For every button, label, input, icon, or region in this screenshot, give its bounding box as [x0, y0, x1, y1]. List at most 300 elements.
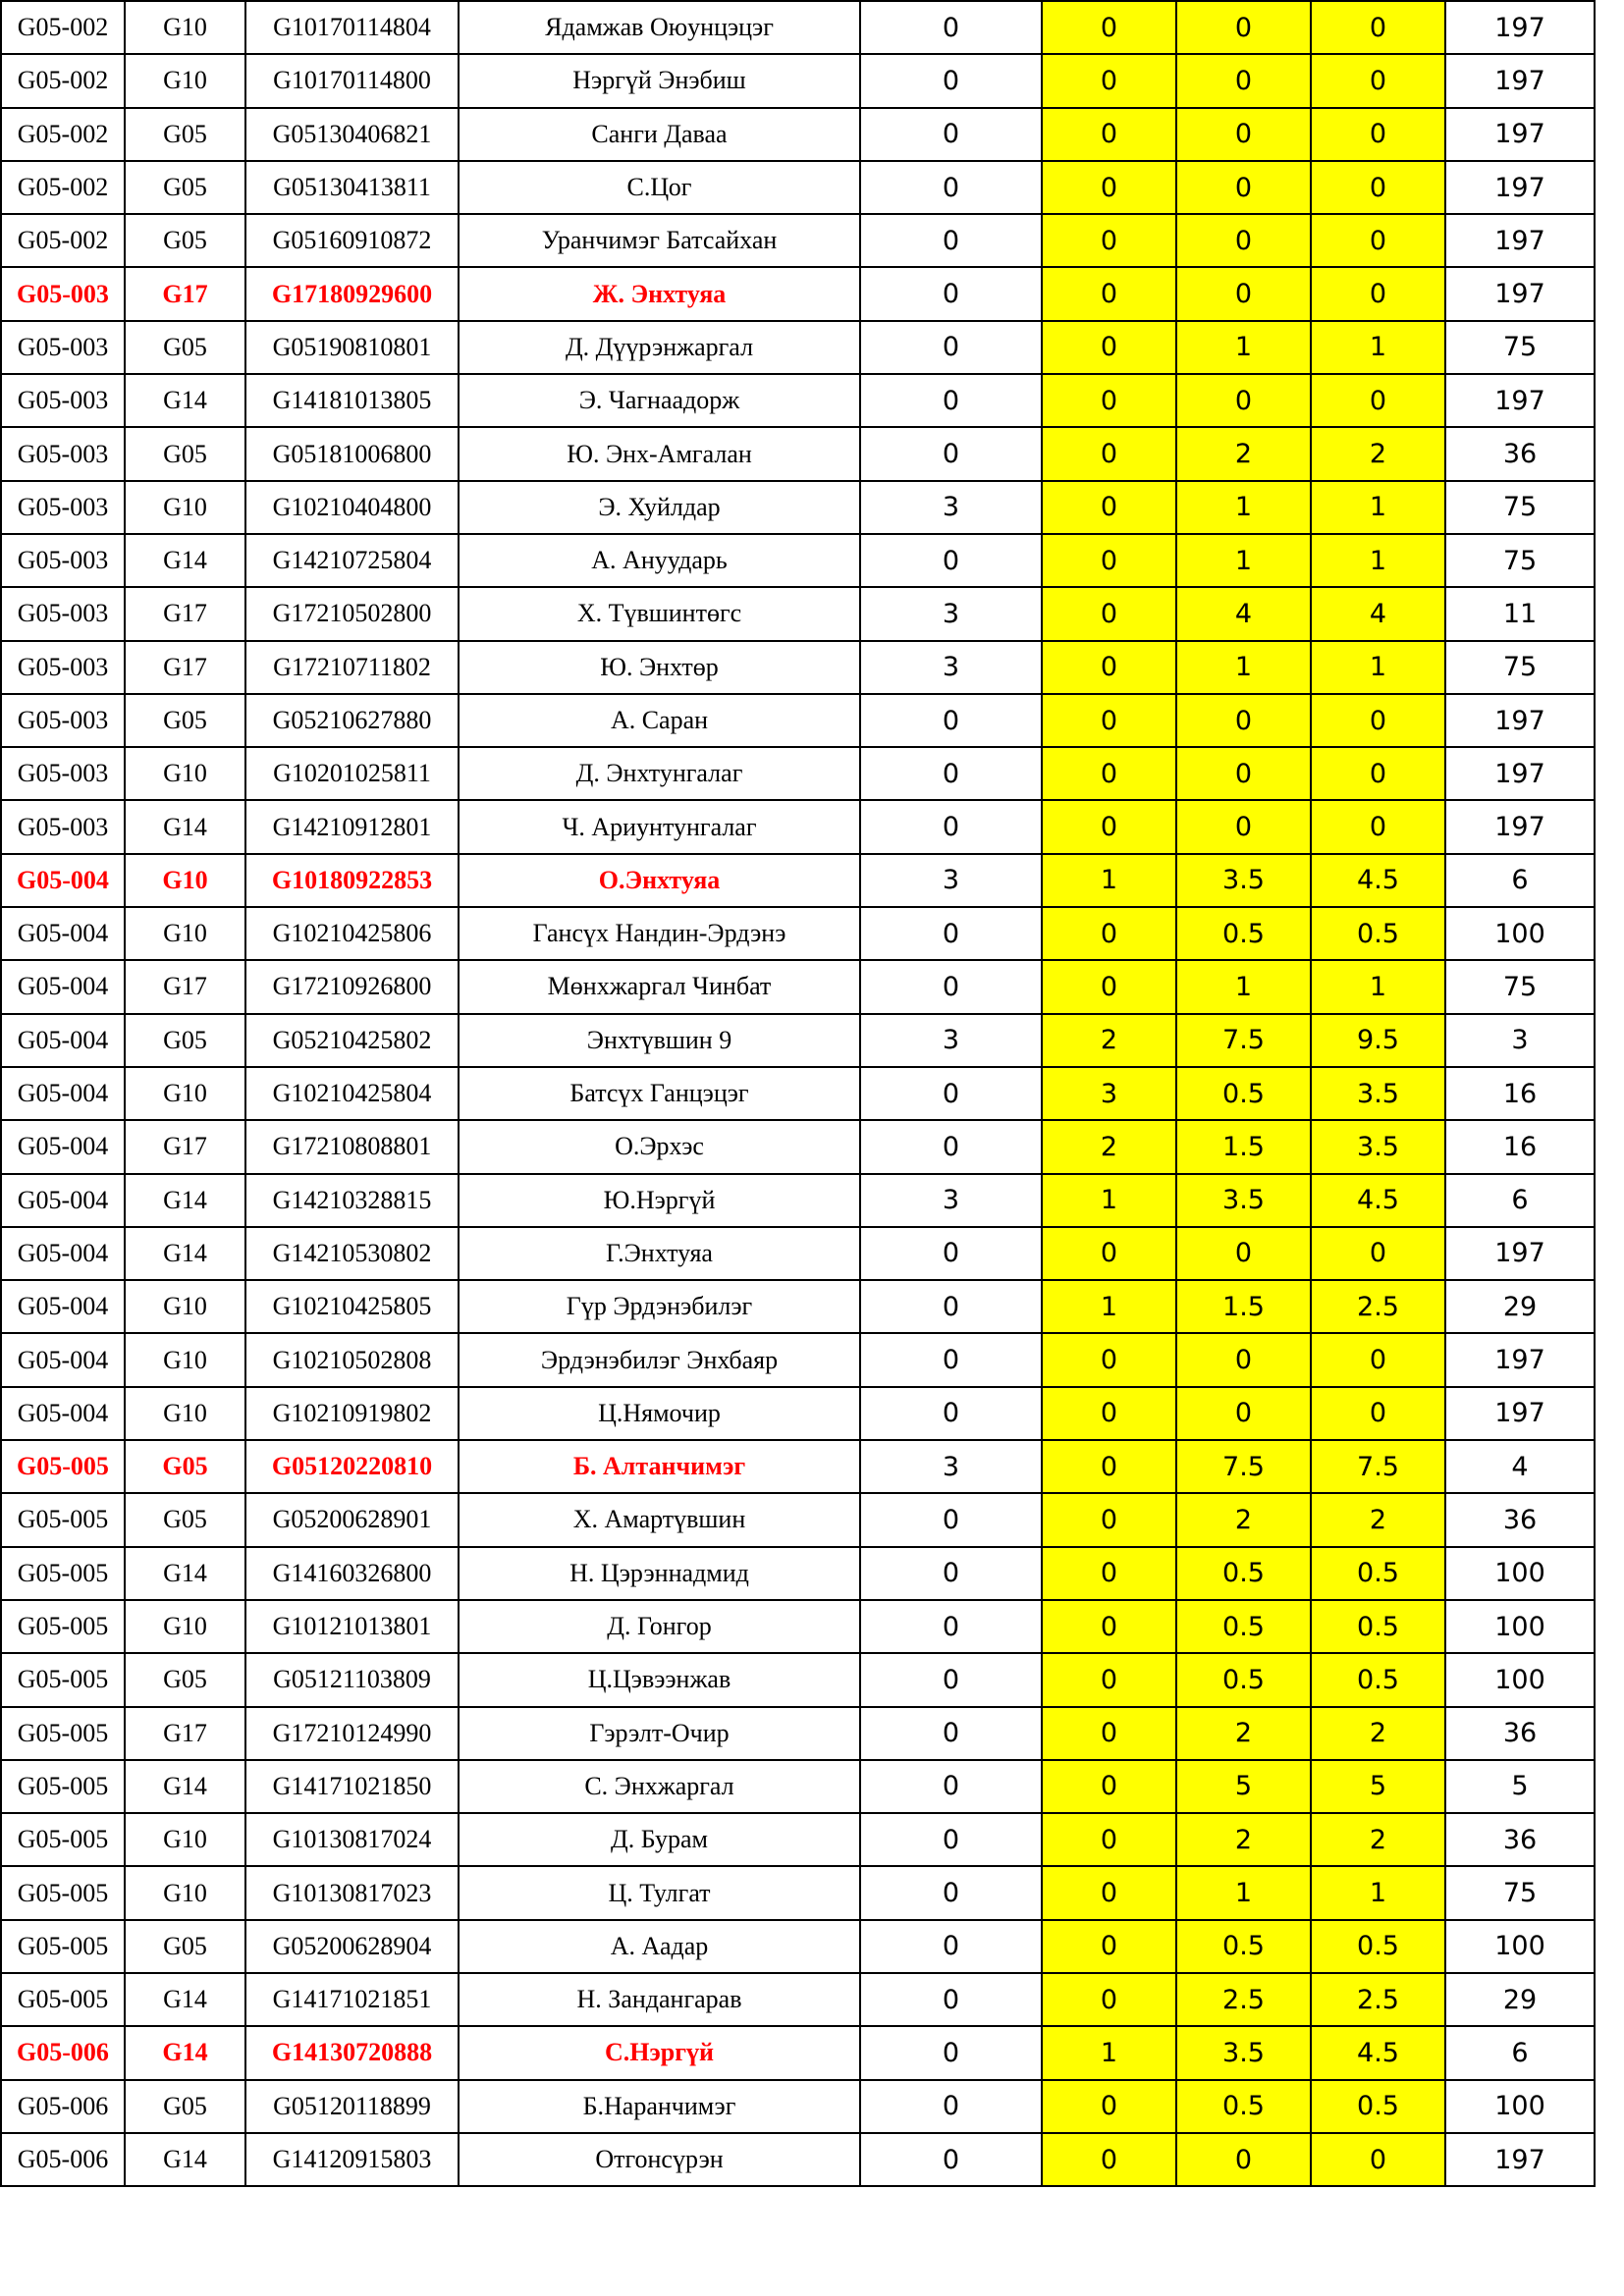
value-3-cell: 0: [1176, 694, 1311, 747]
code-cell: G05-003: [1, 374, 125, 427]
group-cell: G05: [125, 1440, 245, 1493]
total-cell: 0: [1311, 161, 1445, 214]
value-3-cell: 0.5: [1176, 2080, 1311, 2133]
rank-cell: 197: [1445, 1387, 1595, 1440]
rank-cell: 75: [1445, 321, 1595, 374]
table-row: [1, 108, 1595, 161]
value-2-cell: 0: [1042, 534, 1176, 587]
value-1-cell: 3: [860, 1174, 1042, 1227]
group-cell: G05: [125, 2080, 245, 2133]
value-3-cell: 0.5: [1176, 1547, 1311, 1600]
name-cell: Ц. Тулгат: [459, 1866, 860, 1919]
name-cell: Г.Энхтуяа: [459, 1227, 860, 1280]
code-cell: G05-005: [1, 1920, 125, 1973]
code-cell: G05-002: [1, 214, 125, 267]
value-2-cell: 0: [1042, 481, 1176, 534]
total-cell: 0: [1311, 54, 1445, 107]
id-cell: G05160910872: [245, 214, 459, 267]
code-cell: G05-005: [1, 1547, 125, 1600]
table-row: [1, 960, 1595, 1013]
group-cell: G10: [125, 747, 245, 800]
total-cell: 4: [1311, 587, 1445, 640]
rank-cell: 75: [1445, 534, 1595, 587]
value-2-cell: 0: [1042, 1866, 1176, 1919]
name-cell: Н. Зандангарав: [459, 1973, 860, 2026]
value-1-cell: 0: [860, 108, 1042, 161]
name-cell: С.Цог: [459, 161, 860, 214]
total-cell: 1: [1311, 960, 1445, 1013]
value-3-cell: 2: [1176, 1707, 1311, 1760]
total-cell: 0: [1311, 1387, 1445, 1440]
code-cell: G05-005: [1, 1653, 125, 1706]
group-cell: G05: [125, 1920, 245, 1973]
value-2-cell: 0: [1042, 214, 1176, 267]
id-cell: G05120118899: [245, 2080, 459, 2133]
value-2-cell: 0: [1042, 1600, 1176, 1653]
id-cell: G05121103809: [245, 1653, 459, 1706]
code-cell: G05-003: [1, 694, 125, 747]
value-3-cell: 2: [1176, 1813, 1311, 1866]
code-cell: G05-002: [1, 161, 125, 214]
total-cell: 2: [1311, 1493, 1445, 1546]
value-3-cell: 2: [1176, 1493, 1311, 1546]
value-3-cell: 2: [1176, 427, 1311, 480]
name-cell: Санги Даваа: [459, 108, 860, 161]
code-cell: G05-005: [1, 1600, 125, 1653]
value-2-cell: 0: [1042, 1707, 1176, 1760]
value-1-cell: 0: [860, 1866, 1042, 1919]
rank-cell: 197: [1445, 267, 1595, 320]
total-cell: 7.5: [1311, 1440, 1445, 1493]
total-cell: 0: [1311, 108, 1445, 161]
value-3-cell: 7.5: [1176, 1440, 1311, 1493]
code-cell: G05-004: [1, 1174, 125, 1227]
code-cell: G05-006: [1, 2080, 125, 2133]
total-cell: 4.5: [1311, 2026, 1445, 2079]
group-cell: G05: [125, 694, 245, 747]
value-3-cell: 7.5: [1176, 1014, 1311, 1067]
table-row: [1, 747, 1595, 800]
id-cell: G10130817023: [245, 1866, 459, 1919]
id-cell: G14210530802: [245, 1227, 459, 1280]
value-1-cell: 3: [860, 587, 1042, 640]
group-cell: G14: [125, 1760, 245, 1813]
value-3-cell: 1: [1176, 481, 1311, 534]
rank-cell: 75: [1445, 641, 1595, 694]
value-3-cell: 0: [1176, 108, 1311, 161]
id-cell: G05130406821: [245, 108, 459, 161]
group-cell: G14: [125, 1174, 245, 1227]
name-cell: Батсүх Ганцэцэг: [459, 1067, 860, 1120]
name-cell: С.Нэргүй: [459, 2026, 860, 2079]
value-3-cell: 0: [1176, 161, 1311, 214]
total-cell: 0.5: [1311, 2080, 1445, 2133]
value-1-cell: 0: [860, 1600, 1042, 1653]
code-cell: G05-003: [1, 587, 125, 640]
rank-cell: 29: [1445, 1280, 1595, 1333]
code-cell: G05-004: [1, 1227, 125, 1280]
table-row: [1, 1174, 1595, 1227]
id-cell: G10130817024: [245, 1813, 459, 1866]
value-1-cell: 0: [860, 1227, 1042, 1280]
id-cell: G17210808801: [245, 1120, 459, 1173]
value-3-cell: 0: [1176, 1227, 1311, 1280]
value-2-cell: 2: [1042, 1120, 1176, 1173]
value-2-cell: 0: [1042, 267, 1176, 320]
table-row: [1, 1707, 1595, 1760]
name-cell: Э. Чагнаадорж: [459, 374, 860, 427]
group-cell: G10: [125, 1813, 245, 1866]
id-cell: G10170114800: [245, 54, 459, 107]
name-cell: Уранчимэг Батсайхан: [459, 214, 860, 267]
rank-cell: 3: [1445, 1014, 1595, 1067]
value-2-cell: 0: [1042, 1440, 1176, 1493]
total-cell: 2.5: [1311, 1280, 1445, 1333]
name-cell: Д. Гонгор: [459, 1600, 860, 1653]
name-cell: Энхтүвшин 9: [459, 1014, 860, 1067]
code-cell: G05-004: [1, 854, 125, 907]
table-row: [1, 214, 1595, 267]
value-3-cell: 3.5: [1176, 854, 1311, 907]
rank-cell: 16: [1445, 1120, 1595, 1173]
value-1-cell: 0: [860, 1120, 1042, 1173]
rank-cell: 100: [1445, 1653, 1595, 1706]
value-1-cell: 0: [860, 2133, 1042, 2186]
name-cell: Б.Наранчимэг: [459, 2080, 860, 2133]
value-2-cell: 0: [1042, 587, 1176, 640]
value-2-cell: 0: [1042, 321, 1176, 374]
total-cell: 2.5: [1311, 1973, 1445, 2026]
value-2-cell: 0: [1042, 1, 1176, 54]
table-row: [1, 1920, 1595, 1973]
group-cell: G14: [125, 800, 245, 853]
rank-cell: 75: [1445, 481, 1595, 534]
name-cell: Ч. Ариунтунгалаг: [459, 800, 860, 853]
value-2-cell: 0: [1042, 54, 1176, 107]
name-cell: Ж. Энхтуяа: [459, 267, 860, 320]
group-cell: G14: [125, 2133, 245, 2186]
name-cell: Ц.Нямочир: [459, 1387, 860, 1440]
group-cell: G14: [125, 2026, 245, 2079]
name-cell: Ю.Нэргүй: [459, 1174, 860, 1227]
total-cell: 1: [1311, 1866, 1445, 1919]
value-2-cell: 1: [1042, 1174, 1176, 1227]
value-1-cell: 3: [860, 641, 1042, 694]
value-3-cell: 2.5: [1176, 1973, 1311, 2026]
name-cell: Мөнхжаргал Чинбат: [459, 960, 860, 1013]
value-3-cell: 0.5: [1176, 1653, 1311, 1706]
code-cell: G05-006: [1, 2026, 125, 2079]
value-3-cell: 1: [1176, 960, 1311, 1013]
value-1-cell: 0: [860, 321, 1042, 374]
rank-cell: 100: [1445, 907, 1595, 960]
rank-cell: 36: [1445, 427, 1595, 480]
value-1-cell: 0: [860, 267, 1042, 320]
id-cell: G10210502808: [245, 1333, 459, 1386]
value-2-cell: 0: [1042, 374, 1176, 427]
total-cell: 0: [1311, 267, 1445, 320]
value-2-cell: 0: [1042, 1973, 1176, 2026]
id-cell: G10201025811: [245, 747, 459, 800]
name-cell: Отгонсүрэн: [459, 2133, 860, 2186]
value-2-cell: 0: [1042, 1547, 1176, 1600]
value-3-cell: 3.5: [1176, 2026, 1311, 2079]
id-cell: G14171021850: [245, 1760, 459, 1813]
table-row: [1, 2026, 1595, 2079]
value-1-cell: 0: [860, 1653, 1042, 1706]
code-cell: G05-002: [1, 54, 125, 107]
total-cell: 2: [1311, 427, 1445, 480]
value-2-cell: 0: [1042, 1653, 1176, 1706]
table-row: [1, 1760, 1595, 1813]
rank-cell: 6: [1445, 1174, 1595, 1227]
code-cell: G05-006: [1, 2133, 125, 2186]
value-2-cell: 0: [1042, 1813, 1176, 1866]
code-cell: G05-003: [1, 747, 125, 800]
id-cell: G14120915803: [245, 2133, 459, 2186]
group-cell: G10: [125, 1387, 245, 1440]
value-1-cell: 3: [860, 1440, 1042, 1493]
group-cell: G05: [125, 108, 245, 161]
value-1-cell: 0: [860, 1067, 1042, 1120]
name-cell: Эрдэнэбилэг Энхбаяр: [459, 1333, 860, 1386]
code-cell: G05-005: [1, 1707, 125, 1760]
rank-cell: 6: [1445, 2026, 1595, 2079]
code-cell: G05-004: [1, 1014, 125, 1067]
id-cell: G10180922853: [245, 854, 459, 907]
value-1-cell: 0: [860, 1760, 1042, 1813]
id-cell: G05200628904: [245, 1920, 459, 1973]
value-2-cell: 0: [1042, 1227, 1176, 1280]
value-1-cell: 0: [860, 1813, 1042, 1866]
total-cell: 0: [1311, 800, 1445, 853]
name-cell: Гүр Эрдэнэбилэг: [459, 1280, 860, 1333]
code-cell: G05-004: [1, 1387, 125, 1440]
total-cell: 0.5: [1311, 1653, 1445, 1706]
total-cell: 1: [1311, 321, 1445, 374]
value-2-cell: 0: [1042, 694, 1176, 747]
value-3-cell: 1.5: [1176, 1120, 1311, 1173]
rank-cell: 197: [1445, 108, 1595, 161]
name-cell: О.Эрхэс: [459, 1120, 860, 1173]
value-3-cell: 0: [1176, 1387, 1311, 1440]
group-cell: G10: [125, 481, 245, 534]
code-cell: G05-005: [1, 1493, 125, 1546]
total-cell: 0.5: [1311, 1600, 1445, 1653]
table-row: [1, 1547, 1595, 1600]
group-cell: G10: [125, 1600, 245, 1653]
code-cell: G05-002: [1, 108, 125, 161]
value-1-cell: 0: [860, 1920, 1042, 1973]
table-row: [1, 1280, 1595, 1333]
code-cell: G05-003: [1, 427, 125, 480]
group-cell: G05: [125, 1014, 245, 1067]
id-cell: G17210926800: [245, 960, 459, 1013]
value-2-cell: 0: [1042, 2080, 1176, 2133]
rank-cell: 29: [1445, 1973, 1595, 2026]
total-cell: 0.5: [1311, 1920, 1445, 1973]
value-3-cell: 0.5: [1176, 907, 1311, 960]
total-cell: 9.5: [1311, 1014, 1445, 1067]
rank-cell: 100: [1445, 1920, 1595, 1973]
group-cell: G14: [125, 1973, 245, 2026]
group-cell: G17: [125, 1120, 245, 1173]
group-cell: G10: [125, 854, 245, 907]
id-cell: G10210425805: [245, 1280, 459, 1333]
value-1-cell: 0: [860, 1, 1042, 54]
id-cell: G10210919802: [245, 1387, 459, 1440]
table-row: [1, 1493, 1595, 1546]
value-3-cell: 0: [1176, 747, 1311, 800]
group-cell: G05: [125, 427, 245, 480]
value-1-cell: 0: [860, 1387, 1042, 1440]
value-3-cell: 0: [1176, 1, 1311, 54]
code-cell: G05-005: [1, 1440, 125, 1493]
results-table-body: [1, 1, 1595, 2186]
value-1-cell: 0: [860, 960, 1042, 1013]
value-1-cell: 0: [860, 1280, 1042, 1333]
id-cell: G14130720888: [245, 2026, 459, 2079]
total-cell: 4.5: [1311, 1174, 1445, 1227]
rank-cell: 16: [1445, 1067, 1595, 1120]
code-cell: G05-003: [1, 481, 125, 534]
code-cell: G05-005: [1, 1866, 125, 1919]
rank-cell: 36: [1445, 1493, 1595, 1546]
group-cell: G05: [125, 214, 245, 267]
name-cell: О.Энхтуяа: [459, 854, 860, 907]
value-3-cell: 0.5: [1176, 1920, 1311, 1973]
value-3-cell: 0: [1176, 214, 1311, 267]
table-row: [1, 1440, 1595, 1493]
value-1-cell: 0: [860, 214, 1042, 267]
table-row: [1, 1227, 1595, 1280]
group-cell: G10: [125, 1333, 245, 1386]
value-1-cell: 0: [860, 1547, 1042, 1600]
value-2-cell: 1: [1042, 2026, 1176, 2079]
name-cell: Б. Алтанчимэг: [459, 1440, 860, 1493]
value-3-cell: 0: [1176, 800, 1311, 853]
total-cell: 0.5: [1311, 907, 1445, 960]
value-1-cell: 0: [860, 427, 1042, 480]
id-cell: G10210404800: [245, 481, 459, 534]
value-1-cell: 3: [860, 481, 1042, 534]
value-2-cell: 0: [1042, 960, 1176, 1013]
group-cell: G10: [125, 907, 245, 960]
code-cell: G05-003: [1, 534, 125, 587]
table-row: [1, 1653, 1595, 1706]
code-cell: G05-004: [1, 1067, 125, 1120]
rank-cell: 197: [1445, 1333, 1595, 1386]
id-cell: G05130413811: [245, 161, 459, 214]
name-cell: Ю. Энх-Амгалан: [459, 427, 860, 480]
value-1-cell: 0: [860, 747, 1042, 800]
id-cell: G10210425804: [245, 1067, 459, 1120]
table-row: [1, 1120, 1595, 1173]
group-cell: G17: [125, 587, 245, 640]
total-cell: 0: [1311, 214, 1445, 267]
name-cell: Д. Бурам: [459, 1813, 860, 1866]
value-2-cell: 0: [1042, 1760, 1176, 1813]
table-row: [1, 694, 1595, 747]
total-cell: 0.5: [1311, 1547, 1445, 1600]
value-2-cell: 0: [1042, 2133, 1176, 2186]
value-1-cell: 0: [860, 800, 1042, 853]
table-row: [1, 1866, 1595, 1919]
value-2-cell: 0: [1042, 907, 1176, 960]
id-cell: G05210425802: [245, 1014, 459, 1067]
total-cell: 5: [1311, 1760, 1445, 1813]
name-cell: Х. Амартүвшин: [459, 1493, 860, 1546]
group-cell: G05: [125, 1493, 245, 1546]
code-cell: G05-004: [1, 1280, 125, 1333]
group-cell: G14: [125, 534, 245, 587]
value-1-cell: 0: [860, 2080, 1042, 2133]
rank-cell: 197: [1445, 747, 1595, 800]
rank-cell: 197: [1445, 1227, 1595, 1280]
value-2-cell: 0: [1042, 1333, 1176, 1386]
group-cell: G05: [125, 321, 245, 374]
id-cell: G14210912801: [245, 800, 459, 853]
value-2-cell: 1: [1042, 1280, 1176, 1333]
name-cell: Э. Хуйлдар: [459, 481, 860, 534]
name-cell: Ядамжав Оюунцэцэг: [459, 1, 860, 54]
value-2-cell: 3: [1042, 1067, 1176, 1120]
total-cell: 0: [1311, 1333, 1445, 1386]
value-2-cell: 0: [1042, 1493, 1176, 1546]
rank-cell: 6: [1445, 854, 1595, 907]
name-cell: А. Саран: [459, 694, 860, 747]
value-1-cell: 0: [860, 374, 1042, 427]
table-row: [1, 641, 1595, 694]
name-cell: Нэргүй Энэбиш: [459, 54, 860, 107]
code-cell: G05-005: [1, 1760, 125, 1813]
table-row: [1, 1600, 1595, 1653]
value-3-cell: 1: [1176, 321, 1311, 374]
rank-cell: 100: [1445, 1600, 1595, 1653]
group-cell: G10: [125, 1, 245, 54]
table-row: [1, 481, 1595, 534]
code-cell: G05-005: [1, 1813, 125, 1866]
value-3-cell: 0: [1176, 374, 1311, 427]
total-cell: 0: [1311, 374, 1445, 427]
value-2-cell: 0: [1042, 161, 1176, 214]
table-row: [1, 534, 1595, 587]
group-cell: G17: [125, 1707, 245, 1760]
id-cell: G14181013805: [245, 374, 459, 427]
id-cell: G14171021851: [245, 1973, 459, 2026]
value-1-cell: 0: [860, 54, 1042, 107]
rank-cell: 5: [1445, 1760, 1595, 1813]
table-row: [1, 321, 1595, 374]
table-row: [1, 854, 1595, 907]
value-1-cell: 0: [860, 907, 1042, 960]
group-cell: G05: [125, 1653, 245, 1706]
value-2-cell: 0: [1042, 641, 1176, 694]
name-cell: С. Энхжаргал: [459, 1760, 860, 1813]
id-cell: G05210627880: [245, 694, 459, 747]
value-1-cell: 0: [860, 1333, 1042, 1386]
value-1-cell: 3: [860, 854, 1042, 907]
code-cell: G05-004: [1, 960, 125, 1013]
name-cell: Н. Цэрэннадмид: [459, 1547, 860, 1600]
total-cell: 0: [1311, 694, 1445, 747]
name-cell: Гансүх Нандин-Эрдэнэ: [459, 907, 860, 960]
name-cell: Гэрэлт-Очир: [459, 1707, 860, 1760]
value-3-cell: 4: [1176, 587, 1311, 640]
rank-cell: 11: [1445, 587, 1595, 640]
group-cell: G05: [125, 161, 245, 214]
name-cell: Ц.Цэвээнжав: [459, 1653, 860, 1706]
